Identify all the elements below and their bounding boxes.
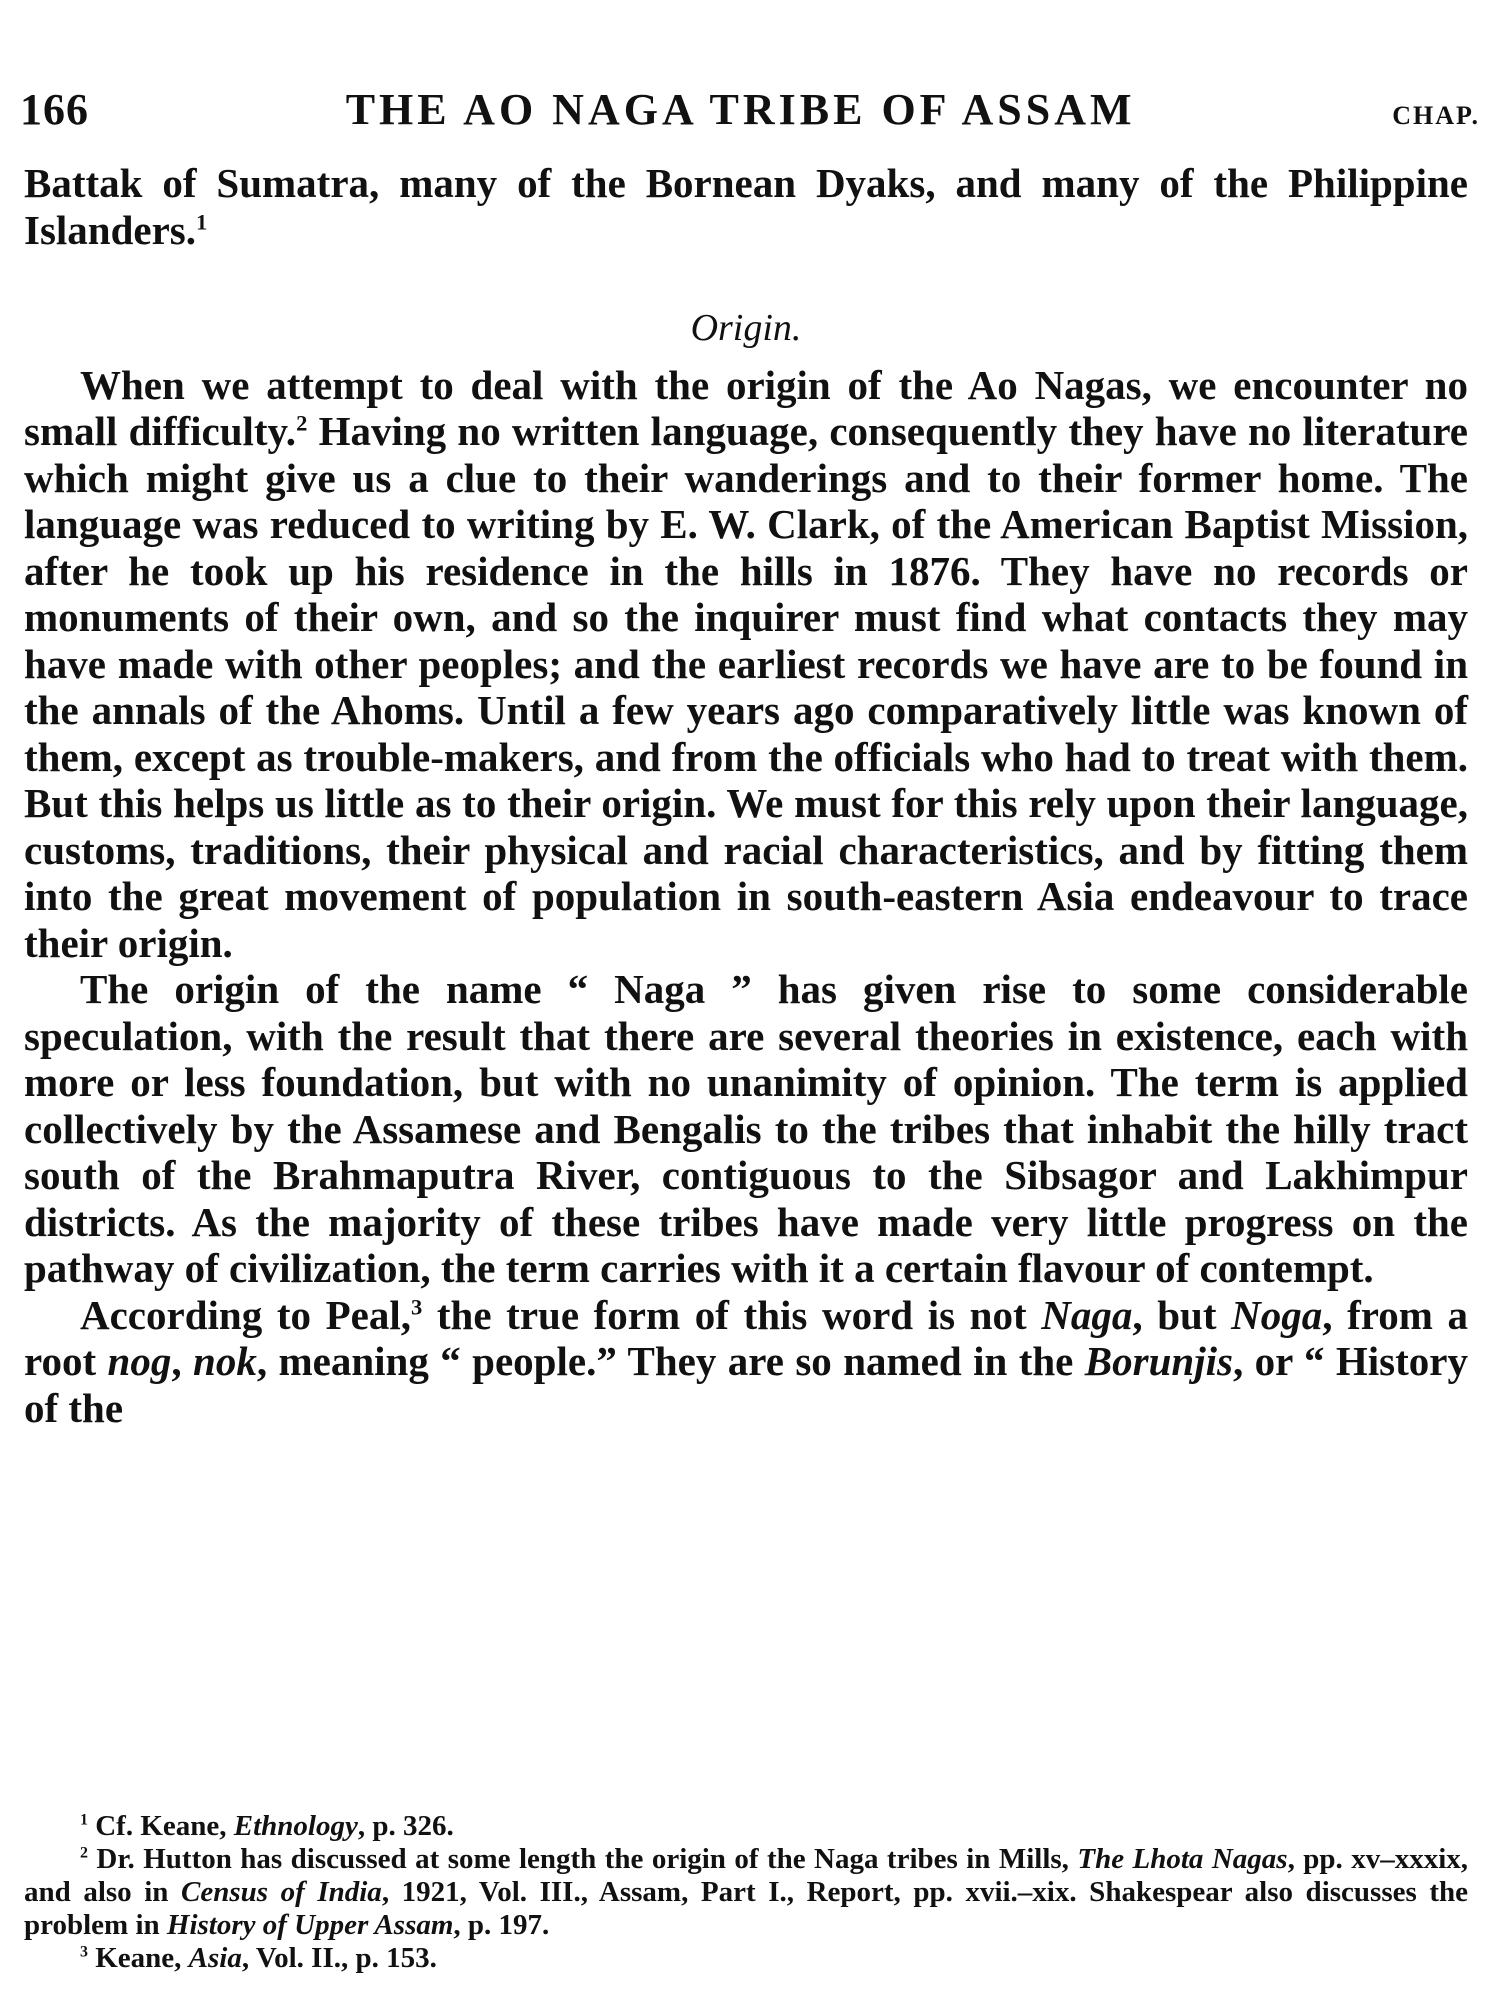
paragraph-name-naga: The origin of the name “ Naga ” has given rise to some considerable speculation, with the result that there are several theories in existence, each with more or less foundation, but with no unanimity of opinion. The term is applied collectively by the Assamese and Bengalis to the tribes that inhabit the hilly tract south of the Brahmaputra River, contiguous to the Sibsagor and Lakhimpur districts. As the majority of these tribes have made very little progress on the pathway of civilization, the term carries with it a certain flavour of contempt. <box>24 966 1468 1291</box>
page-number: 166 <box>20 85 89 134</box>
footnotes <box>24 1810 1468 1975</box>
book-title: THE AO NAGA TRIBE OF ASSAM <box>345 85 1136 134</box>
chapter-label: CHAP. <box>1392 101 1480 130</box>
lead-paragraph: Battak of Sumatra, many of the Bornean Dyaks, and many of the Philippine Islanders.$^1$ <box>24 160 1468 253</box>
footnote-3: $^3$ Keane, Asia, Vol. II., p. 153. <box>80 1942 437 1974</box>
footnote-1: $^1$ Cf. Keane, Ethnology, p. 326. <box>80 1810 454 1842</box>
footnote-ref-2: 2 <box>296 410 308 436</box>
section-heading: Origin. <box>690 307 802 349</box>
body-text <box>24 160 1468 1431</box>
footnote-ref-3: 3 <box>410 1293 423 1319</box>
footnote-2: $^2$ Dr. Hutton has discussed at some length the origin of the Naga tribes in Mills, The Lhota Nagas, pp. xv–xxxix, and also in Census of India, 1921, Vol. III., Assam, Part I., Report, pp. xvii.–xix. Shakespear also discusses the problem in History of Upper Assam, p. 197. <box>24 1843 1469 1941</box>
running-header <box>20 84 1480 135</box>
paragraph-peal: According to Peal,$^3$ the true form of this word is not Naga, but Noga, from a root nog, nok, meaning “ people.” They are so named in the Borunjis, or “ History of the <box>24 1291 1468 1431</box>
paragraph-origin: When we attempt to deal with the origin of the Ao Nagas, we encounter no small difficulty.$^2$ Having no written language, consequently they have no literature which might give us a clue to their wanderings and to their former home. The language was reduced to writing by E. W. Clark, of the American Baptist Mission, after he took up his residence in the hills in 1876. They have no records or monuments of their own, and so the inquirer must find what contacts they may have made with other peoples; and the earliest records we have are to be found in the annals of the Ahoms. Until a few years ago comparatively little was known of them, except as trouble-makers, and from the officials who had to treat with them. But this helps us little as to their origin. We must for this rely upon their language, customs, traditions, their physical and racial characteristics, and by fitting them into the great movement of population in south-eastern Asia endeavour to trace their origin. <box>24 361 1468 966</box>
footnote-ref-1: 1 <box>196 208 208 234</box>
